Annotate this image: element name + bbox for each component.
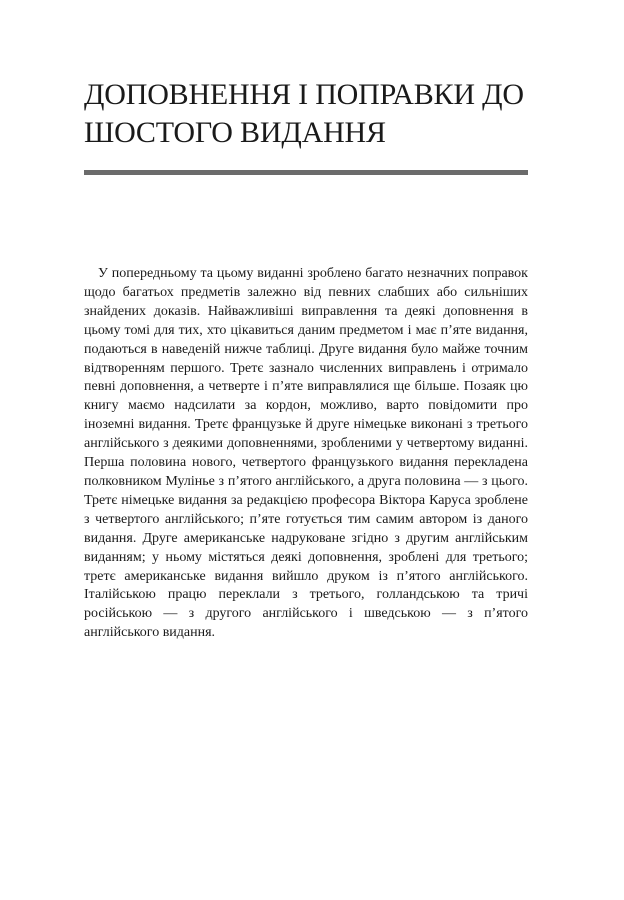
title-divider-rule: [84, 170, 528, 175]
chapter-title-line-2: ШОСТОГО ВИДАННЯ: [84, 116, 386, 149]
chapter-title: [84, 76, 544, 152]
body-paragraph: У попередньому та цьому виданні зроблено багато незначних поправок щодо багатьох предметів залежно від певних слабших або сильніших знайдених доказів. Найважливіші виправлення та деякі доповнення в цьому томі для тих, хто цікавиться даним предметом і має п’яте видання, подаються в наведеній нижче таблиці. Друге видання було майже точним відтворенням першого. Третє зазнало численних виправлень і отримало певні доповнення, а четверте і п’яте виправлялися ще більше. Позаяк цю книгу маємо надсилати за кордон, можливо, варто повідомити про іноземні видання. Третє французьке й друге німецьке виконані з третього англійського з деякими доповненнями, зробленими у четвертому виданні. Перша половина нового, четвертого французького видання перекладена полковником Мулінье з п’ятого англійського, а друга половина — з цього. Третє німецьке видання за редакцією професора Віктора Каруса зроблене з четвертого англійського; п’яте готується тим самим автором із даного видання. Друге американське надруковане згідно з другим англійським виданням; у ньому містяться деякі доповнення, зроблені для третього; третє американське видання вийшло друком із п’ятого англійського. Італійською працю переклали з третього, голландською та тричі російською — з другого англійського і шведською — з п’ятого англійського видання.: [84, 266, 528, 641]
chapter-title-line-1: ДОПОВНЕННЯ І ПОПРАВКИ ДО: [84, 78, 524, 111]
